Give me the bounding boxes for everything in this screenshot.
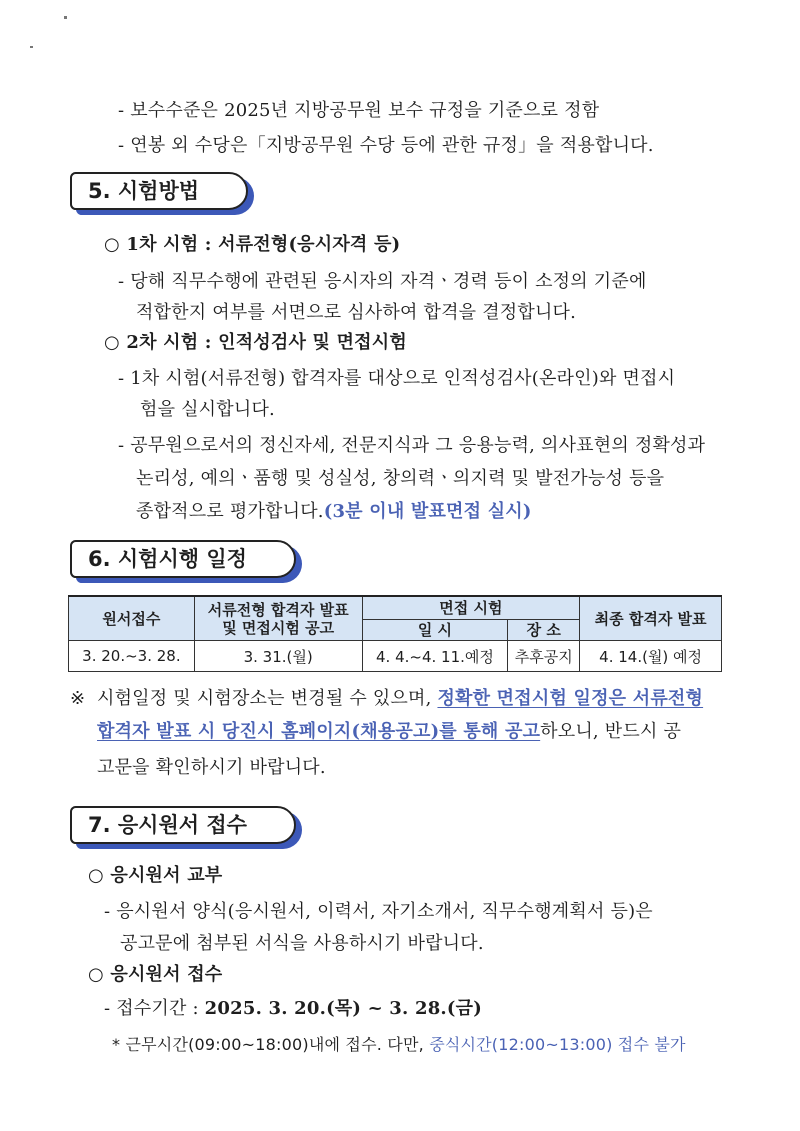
note-line1-text: 시험일정 및 시험장소는 변경될 수 있으며, [97, 688, 438, 709]
note-mark: ※ [70, 688, 86, 709]
receipt-hours [112, 1033, 686, 1057]
header-apply: 원서접수 [69, 596, 195, 641]
scan-speck [30, 46, 33, 48]
receipt-period-label: - 접수기간 : [104, 998, 205, 1019]
section-7-heading [70, 806, 296, 844]
section-5-heading [70, 172, 248, 210]
header-final: 최종 합격자 발표 [580, 596, 722, 641]
cell-apply: 3. 20.~3. 28. [69, 641, 195, 672]
stage1-desc-line2: 적합한지 여부를 서면으로 심사하여 합격을 결정합니다. [136, 302, 577, 323]
stage1-desc-line1: - 당해 직무수행에 관련된 응시자의 자격ㆍ경력 등이 소정의 기준에 [118, 271, 647, 292]
stage2-desc-b-line1: - 공무원으로서의 정신자세, 전문지식과 그 응용능력, 의사표현의 정확성과 [118, 435, 706, 456]
scan-speck [64, 16, 67, 19]
stage1-title: ○ 1차 시험 : 서류전형(응시자격 등) [104, 234, 401, 255]
header-interview-date: 일 시 [362, 620, 508, 641]
header-doc-result [194, 596, 362, 641]
stage2-title: ○ 2차 시험 : 인적성검사 및 면접시험 [104, 332, 407, 353]
cell-interview-date: 4. 4.~4. 11.예정 [362, 641, 508, 672]
header-interview-place: 장 소 [508, 620, 580, 641]
form-distribution-line2: 공고문에 첨부된 서식을 사용하시기 바랍니다. [120, 933, 484, 954]
note-line3: 고문을 확인하시기 바랍니다. [97, 757, 326, 778]
receipt-period-value: 2025. 3. 20.(목) ~ 3. 28.(금) [204, 998, 482, 1019]
form-distribution-title: ○ 응시원서 교부 [88, 865, 223, 886]
cell-interview-place: 추후공지 [508, 641, 580, 672]
note-line2 [97, 720, 681, 744]
section-6-title: 6. 시험시행 일정 [70, 540, 296, 578]
stage2-desc-a-line1: - 1차 시험(서류전형) 합격자를 대상으로 인적성검사(온라인)와 면접시 [118, 368, 676, 389]
note-line1 [97, 687, 703, 711]
note-line2-text: 하오니, 반드시 공 [540, 721, 682, 742]
section-6-heading [70, 540, 296, 578]
cell-doc-result: 3. 31.(월) [194, 641, 362, 672]
form-receipt-title: ○ 응시원서 접수 [88, 964, 223, 985]
receipt-period [104, 997, 482, 1021]
note-line2-highlight: 합격자 발표 시 당진시 홈페이지(채용공고)를 통해 공고 [97, 721, 541, 742]
note-line1-highlight: 정확한 면접시험 일정은 서류전형 [437, 688, 704, 709]
header-interview: 면접 시험 [362, 596, 580, 620]
header-doc-result-line1: 서류전형 합격자 발표 [207, 600, 349, 619]
schedule-table [68, 595, 722, 672]
cell-final: 4. 14.(월) 예정 [580, 641, 722, 672]
section-7-title: 7. 응시원서 접수 [70, 806, 296, 844]
receipt-hours-text: * 근무시간(09:00~18:00)내에 접수. 다만, [112, 1035, 430, 1054]
header-doc-result-line2: 및 면접시험 공고 [222, 618, 335, 637]
section-5-title: 5. 시험방법 [70, 172, 248, 210]
pay-level-text: - 보수수준은 2025년 지방공무원 보수 규정을 기준으로 정함 [118, 100, 600, 121]
stage2-desc-a-line2: 험을 실시합니다. [140, 399, 275, 420]
stage2-desc-b-line3 [136, 500, 532, 524]
allowance-text: - 연봉 외 수당은「지방공무원 수당 등에 관한 규정」을 적용합니다. [118, 135, 654, 156]
lunch-break-note: 중식시간(12:00~13:00) 접수 불가 [429, 1035, 686, 1054]
stage2-desc-b-line3-text: 종합적으로 평가합니다. [136, 501, 324, 522]
stage2-desc-b-line2: 논리성, 예의ㆍ품행 및 성실성, 창의력ㆍ의지력 및 발전가능성 등을 [136, 468, 665, 489]
presentation-interview-note: (3분 이내 발표면접 실시) [323, 501, 532, 522]
form-distribution-line1: - 응시원서 양식(응시원서, 이력서, 자기소개서, 직무수행계획서 등)은 [104, 901, 653, 922]
